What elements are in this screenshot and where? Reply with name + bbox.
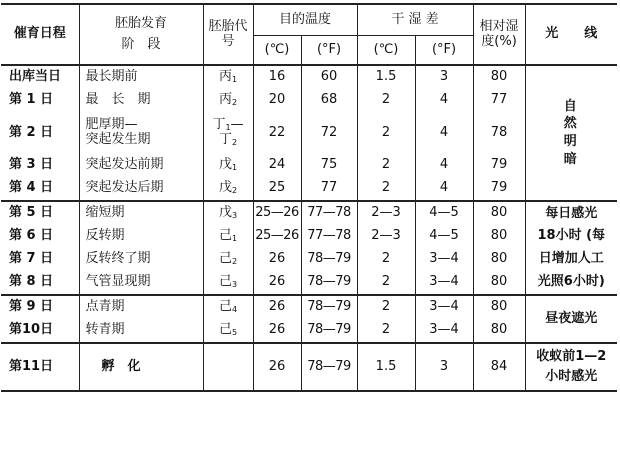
table-row xyxy=(1,201,617,225)
cell-temp-f: 78—79 xyxy=(301,248,357,271)
cell-light-shade: 昼夜遮光 xyxy=(525,295,617,343)
cell-temp-f: 77 xyxy=(301,177,357,201)
cell-humidity: 80 xyxy=(473,271,525,295)
cell-dw-f: 4 xyxy=(415,89,473,112)
table-row xyxy=(1,295,617,319)
cell-day: 第 2 日 xyxy=(9,124,54,140)
cell-code: 戊$_2$ xyxy=(203,177,253,201)
cell-humidity: 80 xyxy=(473,248,525,271)
cell-temp-c: 20 xyxy=(253,89,301,112)
incubation-table xyxy=(1,3,617,392)
cell-dw-c: 1.5 xyxy=(357,343,415,391)
cell-temp-c: 26 xyxy=(253,271,301,295)
cell-day: 第 5 日 xyxy=(1,201,79,225)
cell-stage: 最 长 期 xyxy=(79,89,203,112)
cell-code: 己$_1$ xyxy=(203,225,253,248)
cell-stage: 孵 化 xyxy=(79,343,203,391)
header-code: 胚胎代号 xyxy=(203,4,253,65)
table-row xyxy=(1,177,617,201)
cell-code xyxy=(203,343,253,391)
cell-stage: 突起发达后期 xyxy=(79,177,203,201)
cell-dw-c: 2 xyxy=(357,271,415,295)
cell-temp-f: 78—79 xyxy=(301,319,357,343)
cell-stage: 肥厚期— 突起发生期 xyxy=(79,112,203,154)
header-dry-wet: 干 湿 差 xyxy=(357,4,473,36)
cell-dw-c: 2 xyxy=(357,177,415,201)
cell-code: 己$_4$ xyxy=(203,295,253,319)
cell-stage: 点青期 xyxy=(79,295,203,319)
cell-day: 第11日 xyxy=(1,343,79,391)
cell-temp-c: 25 xyxy=(253,177,301,201)
cell-temp-f: 78—79 xyxy=(301,343,357,391)
cell-stage: 反转终了期 xyxy=(79,248,203,271)
cell-temp-f: 77—78 xyxy=(301,201,357,225)
cell-light-daily: 每日感光 18小时 (每 日增加人工 光照6小时) xyxy=(525,201,617,295)
cell-temp-f: 68 xyxy=(301,89,357,112)
table-row xyxy=(1,271,617,295)
cell-temp-f: 72 xyxy=(301,112,357,154)
cell-humidity: 80 xyxy=(473,295,525,319)
cell-day: 第 6 日 xyxy=(9,228,54,244)
cell-stage: 最长期前 xyxy=(79,65,203,89)
cell-stage: 缩短期 xyxy=(79,201,203,225)
cell-stage: 反转期 xyxy=(79,225,203,248)
cell-code: 己$_3$ xyxy=(203,271,253,295)
cell-dw-f: 4 xyxy=(415,154,473,177)
table-row xyxy=(1,248,617,271)
table-row xyxy=(1,343,617,391)
cell-humidity: 79 xyxy=(473,177,525,201)
cell-temp-c: 24 xyxy=(253,154,301,177)
header-light: 光 线 xyxy=(525,4,617,65)
cell-code: 己$_2$ xyxy=(203,248,253,271)
cell-temp-f: 77—78 xyxy=(301,225,357,248)
cell-stage: 气管显现期 xyxy=(79,271,203,295)
table-row xyxy=(1,65,617,89)
cell-day: 第 3 日 xyxy=(9,157,54,173)
cell-day: 出库当日 xyxy=(9,69,62,85)
cell-humidity: 80 xyxy=(473,225,525,248)
header-day: 催育日程 xyxy=(1,4,79,65)
header-temp-f: (°F) xyxy=(301,36,357,66)
cell-dw-f: 3—4 xyxy=(415,271,473,295)
cell-dw-f: 3—4 xyxy=(415,319,473,343)
cell-dw-c: 2 xyxy=(357,112,415,154)
cell-temp-c: 16 xyxy=(253,65,301,89)
cell-humidity: 78 xyxy=(473,112,525,154)
cell-dw-c: 2 xyxy=(357,248,415,271)
table-row xyxy=(1,319,617,343)
cell-dw-f: 3 xyxy=(415,65,473,89)
cell-dw-f: 3 xyxy=(415,343,473,391)
cell-temp-f: 60 xyxy=(301,65,357,89)
cell-temp-c: 22 xyxy=(253,112,301,154)
cell-stage: 突起发达前期 xyxy=(79,154,203,177)
cell-light-hatch: 收蚁前1—2 小时感光 xyxy=(525,343,617,391)
cell-code: 戊$_1$ xyxy=(203,154,253,177)
cell-dw-c: 2—3 xyxy=(357,201,415,225)
cell-dw-c: 2 xyxy=(357,295,415,319)
cell-code: 丙$_1$ xyxy=(203,65,253,89)
cell-code: 丁$_1$— 丁$_2$ xyxy=(203,112,253,154)
cell-stage: 转青期 xyxy=(79,319,203,343)
cell-day: 第 9 日 xyxy=(1,295,79,319)
cell-dw-f: 3—4 xyxy=(415,248,473,271)
cell-code: 己$_5$ xyxy=(203,319,253,343)
cell-dw-c: 2 xyxy=(357,154,415,177)
header-stage-bottom: 阶 段 xyxy=(121,36,161,52)
cell-dw-c: 1.5 xyxy=(357,65,415,89)
header-row-1 xyxy=(1,4,617,36)
table-row xyxy=(1,225,617,248)
cell-humidity: 80 xyxy=(473,201,525,225)
cell-humidity: 80 xyxy=(473,319,525,343)
cell-temp-f: 78—79 xyxy=(301,295,357,319)
cell-temp-c: 26 xyxy=(253,343,301,391)
header-temp: 目的温度 xyxy=(253,4,357,36)
cell-dw-f: 4 xyxy=(415,112,473,154)
header-stage xyxy=(79,4,203,65)
cell-humidity: 80 xyxy=(473,65,525,89)
cell-temp-f: 78—79 xyxy=(301,271,357,295)
header-dw-f: (°F) xyxy=(415,36,473,66)
header-humidity: 相对湿度(%) xyxy=(473,4,525,65)
cell-temp-c: 25—26 xyxy=(253,201,301,225)
cell-temp-c: 26 xyxy=(253,319,301,343)
cell-code: 戊$_3$ xyxy=(203,201,253,225)
cell-dw-c: 2—3 xyxy=(357,225,415,248)
cell-humidity: 84 xyxy=(473,343,525,391)
table-row xyxy=(1,89,617,112)
cell-dw-f: 4—5 xyxy=(415,225,473,248)
header-temp-c: (℃) xyxy=(253,36,301,66)
table-row xyxy=(1,112,617,154)
cell-code: 丙$_2$ xyxy=(203,89,253,112)
cell-day: 第 4 日 xyxy=(9,180,54,196)
cell-dw-f: 4—5 xyxy=(415,201,473,225)
cell-day: 第 1 日 xyxy=(9,92,54,108)
cell-temp-c: 26 xyxy=(253,295,301,319)
cell-temp-c: 25—26 xyxy=(253,225,301,248)
cell-temp-f: 75 xyxy=(301,154,357,177)
cell-dw-c: 2 xyxy=(357,319,415,343)
cell-dw-c: 2 xyxy=(357,89,415,112)
cell-humidity: 77 xyxy=(473,89,525,112)
cell-day: 第 7 日 xyxy=(9,251,54,267)
header-stage-top: 胚胎发育 xyxy=(114,15,167,31)
header-dw-c: (℃) xyxy=(357,36,415,66)
cell-humidity: 79 xyxy=(473,154,525,177)
cell-dw-f: 3—4 xyxy=(415,295,473,319)
cell-dw-f: 4 xyxy=(415,177,473,201)
table-row xyxy=(1,154,617,177)
cell-light-natural: 自 然 明 暗 xyxy=(525,65,617,201)
cell-temp-c: 26 xyxy=(253,248,301,271)
cell-day: 第10日 xyxy=(9,322,54,338)
cell-day: 第 8 日 xyxy=(9,274,54,290)
